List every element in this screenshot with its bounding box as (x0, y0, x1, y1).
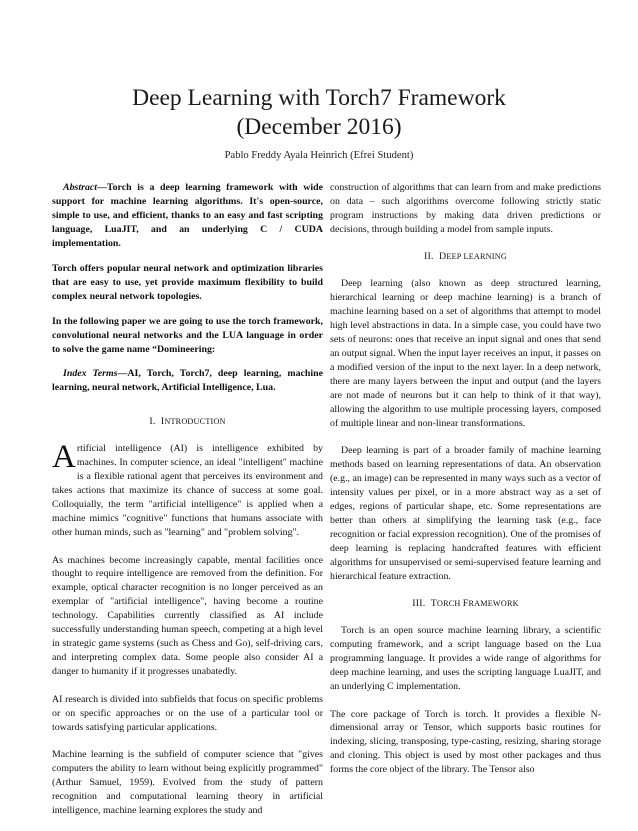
deep-learning-paragraph-2: Deep learning is part of a broader family of machine learning methods based on learning representations of data. An observation (e.g., an image) can be represented in many ways such as a vector of intensity values per pixel, or in a more abstract way as a set of edges, regions of particular shape, etc. Some representations are better than others at simplifying the learning task (e.g., face recognition or facial expression recognition). One of the promises of deep learning is replacing handcrafted features with efficient algorithms for unsupervised or semi-supervised feature learning and hierarchical feature extraction. (330, 445, 601, 582)
intro-paragraph-2: As machines become increasingly capable, mental facilities once thought to require intelligence are removed from the definition. For example, optical character recognition is no longer perceived as an exemplar of "artificial intelligence", having become a routine technology. Capabilities currently classified as AI include successfully understanding human speech, competing at a high level in strategic game systems (such as Chess and Go), self-driving cars, and interpreting complex data. Some people also consider AI a danger to humanity if it progresses unabatedly. (52, 554, 323, 678)
torch-paragraph-1: Torch is an open source machine learning library, a scientific computing framework, and a script language based on the Lua programming language. It provides a wide range of algorithms for deep machine learning, and uses the scripting language LuaJIT, and an underlying C implementation. (330, 625, 601, 693)
section-heading-deep-learning: II. DEEP LEARNING (424, 251, 507, 263)
abstract-dash: — (97, 182, 107, 193)
abstract-paragraph-2: Torch offers popular neural network and optimization libraries that are easy to use, yet provide maximum flexibility to build complex neural network topologies. (52, 262, 323, 302)
author-line: Pablo Freddy Ayala Heinrich (Efrei Student) (224, 150, 414, 161)
paper-title-line-1: Deep Learning with Torch7 Framework (132, 85, 506, 111)
abstract-paragraph (52, 181, 323, 251)
paper-title-line-2: (December 2016) (236, 114, 402, 140)
intro-paragraph-3: AI research is divided into subfields that focus on specific problems or on specific approaches or on the use of a particular tool or towards satisfying particular applications. (52, 693, 323, 733)
section-heading-torch-framework: III. TORCH FRAMEWORK (412, 598, 519, 610)
index-terms-text: —AI, Torch, Torch7, deep learning, machine learning, neural network, Artificial Intelligence, Lua. (52, 368, 324, 394)
intro-paragraph-1: Artificial intelligence (AI) is intelligence exhibited by machines. In computer science, an ideal "intelligent" machine is a flexible rational agent that perceives its environment and takes actions that maximize its chance of success at some goal. Colloquially, the term "artificial intelligence" is applied when a machine mimics "cognitive" functions that humans associate with other human minds, such as "learning" and "problem solving". (52, 439, 323, 539)
abstract-text: Torch is a deep learning framework with wide support for machine learning algorithms. It's open-source, simple to use, and efficient, thanks to an easy and fast scripting language, LuaJIT, and an underlying C / CUDA implementation. (52, 182, 323, 249)
torch-paragraph-2: The core package of Torch is torch. It provides a flexible N-dimensional array or Tensor, which supports basic routines for indexing, slicing, transposing, type-casting, resizing, sharing storage and cloning. This object is used by most other packages and thus forms the core object of the library. The Tensor also (330, 708, 601, 776)
index-terms (52, 367, 323, 395)
index-terms-label: Index Terms (63, 368, 118, 380)
left-column (52, 181, 323, 831)
intro-paragraph-4-continued: construction of algorithms that can learn from and make predictions on data – such algorithms overcome following strictly static program instructions by making data driven predictions or decisions, through building a model from sample inputs. (330, 182, 601, 235)
abstract-block (52, 181, 323, 395)
deep-learning-paragraph-1: Deep learning (also known as deep structured learning, hierarchical learning or deep machine learning) is a branch of machine learning based on a set of algorithms that attempt to model high level abstractions in data. In a simple case, you could have two sets of neurons: ones that receive an input signal and ones that send an output signal. When the input layer receives an input, it passes on a modified version of the input to the next layer. In a deep network, there are many layers between the input and output (and the layers are not made of neurons but it can help to think of it that way), allowing the algorithm to use multiple processing layers, composed of multiple linear and non-linear transformations. (330, 278, 601, 429)
abstract-label: Abstract (63, 182, 98, 193)
intro-paragraph-4: Machine learning is the subfield of computer science that "gives computers the ability to learn without being explicitly programmed" (Arthur Samuel, 1959). Evolved from the study of pattern recognition and computational learning theory in artificial intelligence, machine learning explores the study and (52, 748, 323, 816)
right-column (330, 181, 601, 791)
drop-cap: A (52, 439, 76, 476)
abstract-paragraph-3: In the following paper we are going to use the torch framework, convolutional neural networks and the LUA language in order to solve the game name “Domineering: (52, 315, 323, 355)
section-heading-introduction: I. INTRODUCTION (149, 416, 226, 428)
